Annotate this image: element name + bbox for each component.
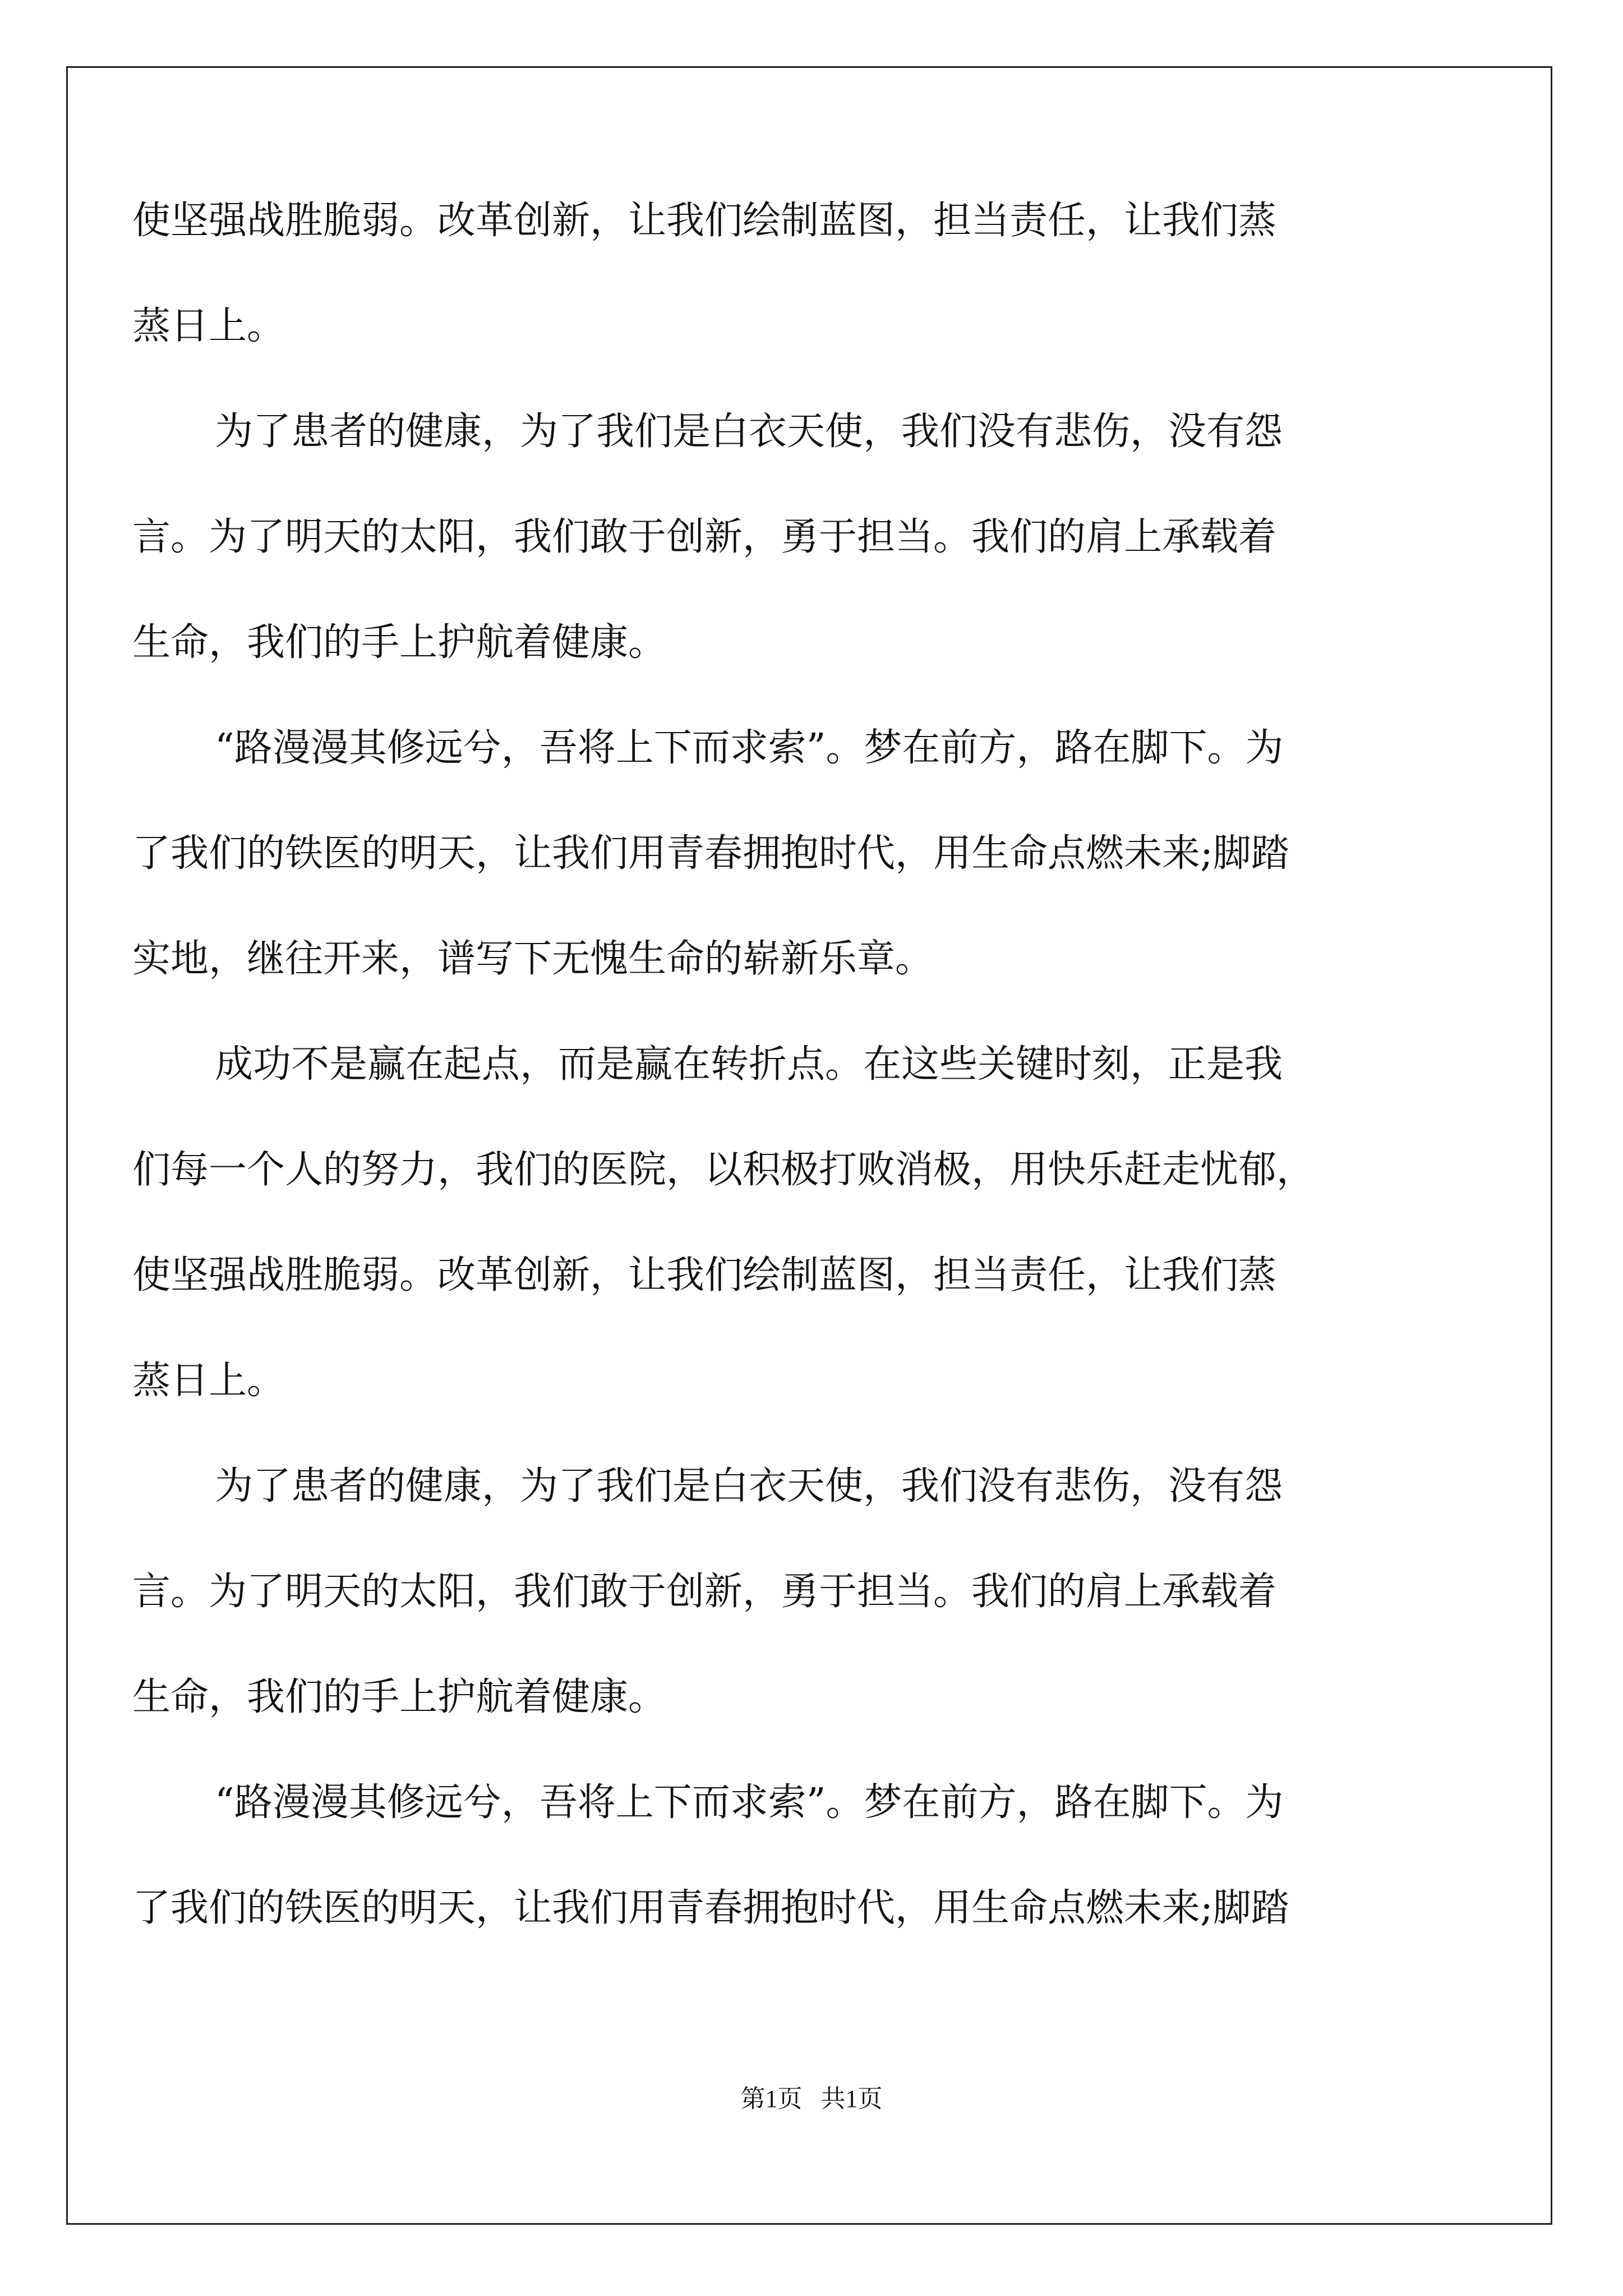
- text-line-17: 了我们的铁医的明天，让我们用青春拥抱时代，用生命点燃未来;脚踏: [132, 1886, 1289, 1930]
- text-line-13: 为了患者的健康，为了我们是白衣天使，我们没有悲伤，没有怨: [215, 1464, 1283, 1508]
- text-line-3: 为了患者的健康，为了我们是白衣天使，我们没有悲伤，没有怨: [215, 409, 1283, 454]
- text-line-8: 实地，继往开来，谱写下无愧生命的崭新乐章。: [132, 937, 934, 981]
- page-total: 共1页: [820, 2085, 883, 2113]
- text-line-14: 言。为了明天的太阳，我们敢于创新，勇于担当。我们的肩上承载着: [132, 1570, 1277, 1614]
- page-footer: [0, 2087, 1623, 2111]
- text-line-6: “路漫漫其修远兮，吾将上下而求索”。梦在前方，路在脚下。为: [215, 726, 1284, 770]
- document-body: [132, 199, 1484, 1995]
- text-line-7: 了我们的铁医的明天，让我们用青春拥抱时代，用生命点燃未来;脚踏: [132, 831, 1289, 876]
- text-line-1: 使坚强战胜脆弱。改革创新，让我们绘制蓝图，担当责任，让我们蒸: [132, 199, 1277, 243]
- page-number: 第1页: [740, 2085, 803, 2113]
- text-line-16: “路漫漫其修远兮，吾将上下而求索”。梦在前方，路在脚下。为: [215, 1780, 1284, 1825]
- text-line-10: 们每一个人的努力，我们的医院，以积极打败消极，用快乐赶走忧郁，: [132, 1148, 1315, 1192]
- text-line-5: 生命，我们的手上护航着健康。: [132, 620, 667, 665]
- text-line-15: 生命，我们的手上护航着健康。: [132, 1675, 667, 1719]
- text-line-11: 使坚强战胜脆弱。改革创新，让我们绘制蓝图，担当责任，让我们蒸: [132, 1253, 1277, 1297]
- text-line-2: 蒸日上。: [132, 304, 285, 348]
- text-line-12: 蒸日上。: [132, 1359, 285, 1403]
- text-line-4: 言。为了明天的太阳，我们敢于创新，勇于担当。我们的肩上承载着: [132, 515, 1277, 559]
- text-line-9: 成功不是赢在起点，而是赢在转折点。在这些关键时刻，正是我: [215, 1042, 1283, 1087]
